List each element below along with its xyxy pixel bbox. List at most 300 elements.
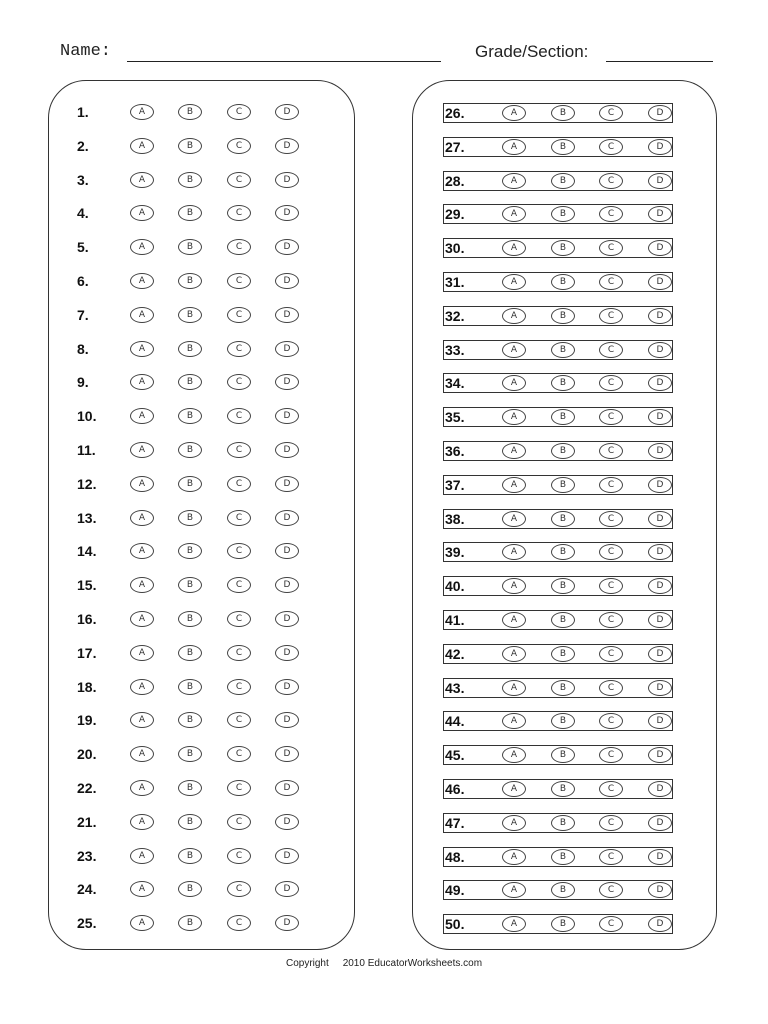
- answer-row: [443, 441, 673, 461]
- answer-bubble-b[interactable]: B: [551, 815, 575, 831]
- answer-bubble-b[interactable]: B: [551, 240, 575, 256]
- answer-row: [443, 509, 673, 529]
- answer-row: [49, 306, 354, 326]
- answer-bubble-b[interactable]: B: [178, 510, 202, 526]
- answer-bubble-a[interactable]: A: [130, 273, 154, 289]
- question-number: 16.: [77, 611, 97, 627]
- answer-bubble-a[interactable]: A: [130, 205, 154, 221]
- answer-bubble-c[interactable]: C: [227, 341, 251, 357]
- answer-bubble-c[interactable]: C: [227, 104, 251, 120]
- answer-bubble-c[interactable]: C: [227, 543, 251, 559]
- answer-row: [49, 373, 354, 393]
- answer-row: [443, 407, 673, 427]
- answer-bubble-a[interactable]: A: [130, 712, 154, 728]
- answer-bubble-d[interactable]: D: [275, 374, 299, 390]
- answer-bubble-a[interactable]: A: [130, 172, 154, 188]
- question-number: 6.: [77, 273, 89, 289]
- question-number: 50.: [445, 916, 465, 933]
- answer-bubble-d[interactable]: D: [275, 104, 299, 120]
- answer-bubble-c[interactable]: C: [227, 172, 251, 188]
- answer-bubble-a[interactable]: A: [130, 307, 154, 323]
- answer-row: [49, 103, 354, 123]
- answer-bubble-b[interactable]: B: [551, 375, 575, 391]
- answer-bubble-c[interactable]: C: [599, 477, 623, 493]
- answer-row: [443, 745, 673, 765]
- answer-row: [49, 711, 354, 731]
- answer-bubble-a[interactable]: A: [130, 476, 154, 492]
- answer-row: [443, 373, 673, 393]
- question-number: 5.: [77, 239, 89, 256]
- question-number: 14.: [77, 543, 97, 560]
- answer-bubble-a[interactable]: A: [130, 915, 154, 931]
- answer-row: [49, 238, 354, 258]
- answer-bubble-d[interactable]: D: [275, 138, 299, 154]
- answer-bubble-d[interactable]: D: [648, 173, 672, 189]
- answer-bubble-d[interactable]: D: [275, 442, 299, 458]
- answer-bubble-a[interactable]: A: [130, 442, 154, 458]
- question-number: 49.: [445, 882, 465, 899]
- answer-bubble-a[interactable]: A: [130, 341, 154, 357]
- answer-bubble-d[interactable]: D: [275, 881, 299, 897]
- answer-bubble-d[interactable]: D: [648, 342, 672, 358]
- answer-bubble-d[interactable]: D: [275, 915, 299, 931]
- answer-bubble-a[interactable]: A: [502, 173, 526, 189]
- answer-bubble-b[interactable]: B: [551, 308, 575, 324]
- answer-bubble-a[interactable]: A: [502, 139, 526, 155]
- question-number: 25.: [77, 915, 97, 932]
- answer-bubble-d[interactable]: D: [275, 273, 299, 289]
- answer-bubble-b[interactable]: B: [551, 747, 575, 763]
- answer-bubble-b[interactable]: B: [178, 712, 202, 728]
- answer-bubble-a[interactable]: A: [130, 780, 154, 796]
- answer-bubble-b[interactable]: B: [551, 206, 575, 222]
- answer-bubble-a[interactable]: A: [502, 409, 526, 425]
- answer-row: [443, 678, 673, 698]
- answer-row: [443, 306, 673, 326]
- answer-bubble-d[interactable]: D: [648, 105, 672, 121]
- answer-bubble-b[interactable]: B: [551, 680, 575, 696]
- answer-bubble-b[interactable]: B: [551, 849, 575, 865]
- footer: [0, 958, 768, 969]
- answer-bubble-c[interactable]: C: [227, 442, 251, 458]
- question-number: 3.: [77, 171, 89, 188]
- question-number: 18.: [77, 678, 97, 695]
- answer-bubble-a[interactable]: A: [130, 104, 154, 120]
- answer-bubble-a[interactable]: A: [502, 916, 526, 932]
- answer-bubble-d[interactable]: D: [648, 916, 672, 932]
- answer-panel-right: [412, 80, 717, 950]
- answer-bubble-c[interactable]: C: [599, 511, 623, 527]
- answer-bubble-b[interactable]: B: [178, 645, 202, 661]
- answer-bubble-d[interactable]: D: [275, 476, 299, 492]
- answer-bubble-d[interactable]: D: [648, 882, 672, 898]
- answer-bubble-c[interactable]: C: [599, 747, 623, 763]
- answer-bubble-d[interactable]: D: [275, 712, 299, 728]
- answer-row: [49, 509, 354, 529]
- answer-bubble-d[interactable]: D: [275, 848, 299, 864]
- answer-bubble-d[interactable]: D: [648, 544, 672, 560]
- answer-bubble-a[interactable]: A: [502, 849, 526, 865]
- answer-row: [443, 576, 673, 596]
- answer-bubble-d[interactable]: D: [275, 746, 299, 762]
- answer-bubble-c[interactable]: C: [227, 645, 251, 661]
- answer-bubble-b[interactable]: B: [551, 781, 575, 797]
- question-number: 7.: [77, 306, 89, 323]
- question-number: 24.: [77, 881, 97, 898]
- answer-bubble-b[interactable]: B: [178, 476, 202, 492]
- answer-bubble-c[interactable]: C: [599, 206, 623, 222]
- answer-bubble-c[interactable]: C: [599, 544, 623, 560]
- answer-bubble-b[interactable]: B: [551, 578, 575, 594]
- answer-row: [443, 171, 673, 191]
- question-number: 13.: [77, 509, 97, 526]
- answer-row: [49, 914, 354, 934]
- answer-bubble-c[interactable]: C: [227, 307, 251, 323]
- answer-bubble-c[interactable]: C: [599, 105, 623, 121]
- answer-row: [49, 171, 354, 191]
- question-number: 37.: [445, 476, 465, 493]
- answer-bubble-c[interactable]: C: [599, 274, 623, 290]
- answer-bubble-d[interactable]: D: [275, 679, 299, 695]
- answer-bubble-d[interactable]: D: [275, 205, 299, 221]
- answer-bubble-b[interactable]: B: [551, 646, 575, 662]
- answer-bubble-b[interactable]: B: [178, 814, 202, 830]
- answer-row: [49, 340, 354, 360]
- answer-bubble-a[interactable]: A: [130, 239, 154, 255]
- answer-bubble-d[interactable]: D: [648, 511, 672, 527]
- answer-bubble-b[interactable]: B: [551, 477, 575, 493]
- answer-row: [443, 644, 673, 664]
- answer-bubble-c[interactable]: C: [599, 815, 623, 831]
- answer-row: [49, 441, 354, 461]
- answer-bubble-d[interactable]: D: [648, 646, 672, 662]
- answer-bubble-a[interactable]: A: [502, 342, 526, 358]
- answer-bubble-a[interactable]: A: [130, 645, 154, 661]
- question-number: 42.: [445, 645, 465, 662]
- answer-bubble-b[interactable]: B: [178, 577, 202, 593]
- answer-bubble-c[interactable]: C: [599, 173, 623, 189]
- answer-bubble-a[interactable]: A: [130, 138, 154, 154]
- answer-bubble-d[interactable]: D: [648, 815, 672, 831]
- answer-bubble-a[interactable]: A: [130, 881, 154, 897]
- answer-row: [443, 880, 673, 900]
- question-number: 15.: [77, 577, 97, 594]
- answer-bubble-a[interactable]: A: [502, 646, 526, 662]
- answer-row: [443, 711, 673, 731]
- question-number: 41.: [445, 612, 465, 628]
- name-label: Name:: [60, 42, 112, 61]
- answer-bubble-b[interactable]: B: [178, 239, 202, 255]
- answer-bubble-d[interactable]: D: [275, 341, 299, 357]
- answer-bubble-c[interactable]: C: [599, 578, 623, 594]
- answer-row: [443, 542, 673, 562]
- answer-bubble-d[interactable]: D: [275, 577, 299, 593]
- question-number: 39.: [445, 544, 465, 561]
- answer-bubble-d[interactable]: D: [275, 543, 299, 559]
- answer-row: [443, 340, 673, 360]
- answer-bubble-c[interactable]: C: [599, 375, 623, 391]
- answer-bubble-d[interactable]: D: [275, 408, 299, 424]
- answer-bubble-a[interactable]: A: [502, 815, 526, 831]
- answer-bubble-c[interactable]: C: [227, 611, 251, 627]
- grade-section-label: Grade/Section:: [475, 42, 589, 61]
- answer-bubble-b[interactable]: B: [551, 105, 575, 121]
- question-number: 2.: [77, 137, 89, 154]
- answer-row: [49, 137, 354, 157]
- answer-bubble-c[interactable]: C: [227, 138, 251, 154]
- answer-bubble-b[interactable]: B: [551, 612, 575, 628]
- answer-bubble-c[interactable]: C: [227, 408, 251, 424]
- answer-bubble-d[interactable]: D: [648, 477, 672, 493]
- answer-row: [443, 813, 673, 833]
- answer-bubble-d[interactable]: D: [648, 612, 672, 628]
- answer-bubble-b[interactable]: B: [551, 916, 575, 932]
- answer-row: [49, 644, 354, 664]
- question-number: 30.: [445, 240, 465, 257]
- answer-row: [443, 137, 673, 157]
- answer-bubble-a[interactable]: A: [502, 308, 526, 324]
- answer-bubble-a[interactable]: A: [502, 680, 526, 696]
- answer-bubble-c[interactable]: C: [599, 612, 623, 628]
- question-number: 27.: [445, 138, 465, 155]
- answer-bubble-b[interactable]: B: [178, 679, 202, 695]
- question-number: 17.: [77, 644, 97, 661]
- answer-bubble-b[interactable]: B: [178, 543, 202, 559]
- answer-bubble-c[interactable]: C: [227, 273, 251, 289]
- answer-bubble-b[interactable]: B: [178, 104, 202, 120]
- answer-bubble-d[interactable]: D: [648, 206, 672, 222]
- answer-bubble-b[interactable]: B: [551, 409, 575, 425]
- answer-bubble-b[interactable]: B: [551, 443, 575, 459]
- answer-bubble-a[interactable]: A: [130, 679, 154, 695]
- answer-row: [49, 678, 354, 698]
- answer-bubble-a[interactable]: A: [130, 374, 154, 390]
- answer-bubble-b[interactable]: B: [551, 544, 575, 560]
- question-number: 48.: [445, 848, 465, 865]
- answer-bubble-a[interactable]: A: [502, 747, 526, 763]
- answer-bubble-c[interactable]: C: [599, 713, 623, 729]
- answer-bubble-d[interactable]: D: [648, 849, 672, 865]
- worksheet-header: [0, 40, 768, 70]
- answer-bubble-a[interactable]: A: [502, 443, 526, 459]
- answer-row: [49, 813, 354, 833]
- question-number: 22.: [77, 780, 97, 796]
- answer-bubble-c[interactable]: C: [599, 916, 623, 932]
- answer-row: [49, 204, 354, 224]
- answer-bubble-d[interactable]: D: [275, 645, 299, 661]
- answer-bubble-d[interactable]: D: [648, 443, 672, 459]
- answer-bubble-c[interactable]: C: [227, 881, 251, 897]
- answer-bubble-a[interactable]: A: [502, 477, 526, 493]
- answer-row: [49, 847, 354, 867]
- answer-row: [49, 542, 354, 562]
- answer-bubble-a[interactable]: A: [502, 578, 526, 594]
- answer-bubble-b[interactable]: B: [551, 274, 575, 290]
- answer-bubble-d[interactable]: D: [648, 409, 672, 425]
- answer-bubble-a[interactable]: A: [130, 746, 154, 762]
- answer-bubble-d[interactable]: D: [275, 510, 299, 526]
- answer-bubble-b[interactable]: B: [178, 915, 202, 931]
- answer-bubble-b[interactable]: B: [551, 511, 575, 527]
- copyright-year-site: 2010 EducatorWorksheets.com: [342, 958, 483, 969]
- question-number: 44.: [445, 713, 465, 730]
- answer-row: [443, 610, 673, 630]
- question-number: 35.: [445, 409, 465, 426]
- question-number: 1.: [77, 104, 89, 120]
- question-number: 40.: [445, 578, 465, 595]
- answer-bubble-d[interactable]: D: [648, 240, 672, 256]
- answer-bubble-c[interactable]: C: [227, 814, 251, 830]
- answer-bubble-a[interactable]: A: [502, 375, 526, 391]
- answer-bubble-a[interactable]: A: [502, 274, 526, 290]
- answer-row: [443, 914, 673, 934]
- answer-bubble-b[interactable]: B: [178, 374, 202, 390]
- answer-bubble-c[interactable]: C: [599, 646, 623, 662]
- answer-bubble-b[interactable]: B: [178, 408, 202, 424]
- answer-bubble-d[interactable]: D: [648, 781, 672, 797]
- question-number: 31.: [445, 274, 465, 290]
- question-number: 34.: [445, 375, 465, 392]
- answer-bubble-c[interactable]: C: [227, 915, 251, 931]
- answer-bubble-c[interactable]: C: [599, 240, 623, 256]
- answer-bubble-c[interactable]: C: [599, 849, 623, 865]
- answer-bubble-c[interactable]: C: [227, 712, 251, 728]
- answer-row: [49, 880, 354, 900]
- question-number: 20.: [77, 746, 97, 763]
- question-number: 45.: [445, 747, 465, 764]
- question-number: 10.: [77, 408, 97, 425]
- answer-bubble-a[interactable]: A: [130, 408, 154, 424]
- answer-bubble-c[interactable]: C: [599, 139, 623, 155]
- answer-bubble-c[interactable]: C: [599, 680, 623, 696]
- answer-bubble-a[interactable]: A: [502, 781, 526, 797]
- answer-bubble-c[interactable]: C: [227, 679, 251, 695]
- answer-bubble-c[interactable]: C: [227, 374, 251, 390]
- answer-bubble-c[interactable]: C: [599, 409, 623, 425]
- answer-bubble-c[interactable]: C: [227, 239, 251, 255]
- answer-bubble-d[interactable]: D: [275, 307, 299, 323]
- answer-bubble-a[interactable]: A: [130, 814, 154, 830]
- answer-bubble-c[interactable]: C: [227, 746, 251, 762]
- answer-bubble-b[interactable]: B: [178, 172, 202, 188]
- answer-row: [49, 745, 354, 765]
- answer-bubble-c[interactable]: C: [227, 476, 251, 492]
- question-number: 47.: [445, 814, 465, 831]
- answer-bubble-c[interactable]: C: [227, 510, 251, 526]
- question-number: 23.: [77, 847, 97, 864]
- answer-bubble-a[interactable]: A: [502, 544, 526, 560]
- name-input-line[interactable]: [127, 61, 441, 62]
- answer-row: [443, 103, 673, 123]
- answer-bubble-a[interactable]: A: [502, 612, 526, 628]
- answer-bubble-b[interactable]: B: [178, 273, 202, 289]
- answer-bubble-b[interactable]: B: [178, 881, 202, 897]
- answer-bubble-a[interactable]: A: [130, 848, 154, 864]
- question-number: 46.: [445, 781, 465, 797]
- answer-bubble-d[interactable]: D: [648, 713, 672, 729]
- answer-bubble-b[interactable]: B: [178, 611, 202, 627]
- answer-bubble-a[interactable]: A: [502, 882, 526, 898]
- answer-bubble-d[interactable]: D: [648, 747, 672, 763]
- answer-bubble-d[interactable]: D: [275, 239, 299, 255]
- answer-bubble-d[interactable]: D: [648, 578, 672, 594]
- answer-bubble-b[interactable]: B: [178, 746, 202, 762]
- answer-bubble-b[interactable]: B: [178, 307, 202, 323]
- answer-bubble-c[interactable]: C: [227, 848, 251, 864]
- question-number: 26.: [445, 105, 465, 121]
- answer-bubble-d[interactable]: D: [648, 308, 672, 324]
- answer-bubble-a[interactable]: A: [130, 510, 154, 526]
- answer-bubble-d[interactable]: D: [275, 172, 299, 188]
- answer-bubble-c[interactable]: C: [227, 205, 251, 221]
- answer-bubble-b[interactable]: B: [551, 882, 575, 898]
- answer-bubble-c[interactable]: C: [599, 308, 623, 324]
- question-number: 38.: [445, 510, 465, 527]
- answer-bubble-a[interactable]: A: [502, 713, 526, 729]
- answer-bubble-c[interactable]: C: [599, 781, 623, 797]
- answer-bubble-d[interactable]: D: [275, 814, 299, 830]
- question-number: 43.: [445, 679, 465, 696]
- answer-row: [443, 272, 673, 292]
- answer-bubble-c[interactable]: C: [599, 342, 623, 358]
- answer-bubble-d[interactable]: D: [275, 780, 299, 796]
- question-number: 19.: [77, 712, 97, 729]
- answer-bubble-c[interactable]: C: [599, 882, 623, 898]
- answer-bubble-a[interactable]: A: [502, 105, 526, 121]
- question-number: 4.: [77, 205, 89, 222]
- answer-bubble-a[interactable]: A: [130, 543, 154, 559]
- answer-bubble-d[interactable]: D: [275, 611, 299, 627]
- answer-row: [49, 475, 354, 495]
- answer-bubble-a[interactable]: A: [502, 240, 526, 256]
- answer-row: [49, 779, 354, 799]
- answer-bubble-c[interactable]: C: [227, 780, 251, 796]
- answer-row: [49, 272, 354, 292]
- answer-bubble-a[interactable]: A: [502, 206, 526, 222]
- answer-bubble-d[interactable]: D: [648, 680, 672, 696]
- answer-bubble-b[interactable]: B: [178, 138, 202, 154]
- answer-bubble-b[interactable]: B: [551, 173, 575, 189]
- answer-bubble-b[interactable]: B: [178, 341, 202, 357]
- answer-row: [443, 204, 673, 224]
- answer-bubble-c[interactable]: C: [599, 443, 623, 459]
- question-number: 32.: [445, 307, 465, 324]
- answer-bubble-a[interactable]: A: [502, 511, 526, 527]
- answer-panel-left: [48, 80, 355, 950]
- answer-bubble-b[interactable]: B: [178, 848, 202, 864]
- question-number: 21.: [77, 813, 97, 830]
- answer-bubble-b[interactable]: B: [178, 780, 202, 796]
- answer-bubble-b[interactable]: B: [178, 442, 202, 458]
- answer-bubble-b[interactable]: B: [551, 342, 575, 358]
- question-number: 28.: [445, 172, 465, 189]
- answer-bubble-d[interactable]: D: [648, 375, 672, 391]
- answer-bubble-b[interactable]: B: [178, 205, 202, 221]
- question-number: 12.: [77, 475, 97, 492]
- answer-bubble-b[interactable]: B: [551, 713, 575, 729]
- question-number: 9.: [77, 374, 89, 391]
- answer-row: [443, 847, 673, 867]
- answer-bubble-a[interactable]: A: [130, 577, 154, 593]
- answer-bubble-d[interactable]: D: [648, 139, 672, 155]
- answer-bubble-d[interactable]: D: [648, 274, 672, 290]
- answer-bubble-c[interactable]: C: [227, 577, 251, 593]
- answer-row: [443, 475, 673, 495]
- answer-bubble-a[interactable]: A: [130, 611, 154, 627]
- answer-row: [49, 407, 354, 427]
- grade-section-input-line[interactable]: [606, 61, 713, 62]
- answer-bubble-b[interactable]: B: [551, 139, 575, 155]
